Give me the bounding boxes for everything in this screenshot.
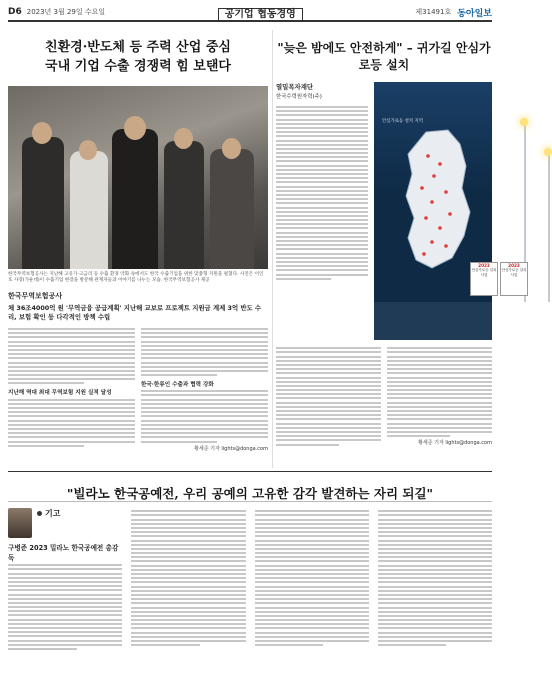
right-body-bottom: [276, 345, 492, 448]
left-mid-subhead-1: 지난해 역대 최대 무역보험 지원 실적 달성: [8, 390, 112, 397]
section-label: 공기업 협동경영: [218, 8, 303, 21]
left-body: [8, 326, 268, 452]
info-card-1-title: 2023: [478, 263, 490, 268]
right-body-top: [276, 82, 368, 340]
right-reporter: 황세준 기자 lights@donga.com: [418, 440, 492, 447]
author-line: 구병준 2023 밀라노 한국공예전 총감독: [8, 544, 119, 562]
kicker-label: 기고: [45, 509, 61, 518]
left-headline-line-1: 친환경·반도체 등 주력 산업 중심: [45, 40, 231, 55]
left-byline: 한국무역보험공사: [8, 291, 63, 300]
left-mid-subhead-2: 한국·한류인 수출과 협력 강화: [141, 382, 214, 389]
left-headline: [8, 38, 268, 76]
left-subhead: 체 36조4000억 원 '무역금융 공급계획' 지난해 교보로 프로젝트 지원금 계제 3억 반도 수리, 보험 확인 등 다각적인 방책 수립: [8, 303, 262, 321]
page-header: [8, 4, 492, 22]
info-card-2: [500, 262, 528, 296]
issue-date: 2023년 3월 29일 수요일: [26, 8, 106, 16]
left-body-col-1: [8, 326, 135, 452]
article-photo: [8, 86, 268, 269]
korea-map-icon: [388, 126, 482, 276]
info-card-1: [470, 262, 498, 296]
bullet-icon: [37, 511, 42, 516]
right-byline-2: 한국수력원자력(주): [276, 94, 322, 100]
info-card-2-text: 안심가로등 설치사업: [501, 268, 527, 277]
author-portrait: [8, 508, 32, 538]
left-headline-line-2: 국내 기업 수출 경쟁력 힘 보탠다: [45, 59, 231, 74]
right-article: [276, 26, 527, 448]
bottom-col-2: [131, 508, 245, 652]
right-byline: 열밀목자재단: [276, 83, 314, 91]
bottom-col-3: [255, 508, 369, 652]
left-reporter: 황세준 기자 lights@donga.com: [194, 445, 268, 452]
bottom-headline: "빌라노 한국공예전, 우리 공예의 고유한 감각 발견하는 자리 되길": [66, 486, 434, 501]
map-title: 안심가로등 설치 지역: [382, 119, 423, 124]
page-number: D6: [8, 7, 22, 17]
bottom-col-4: [378, 508, 492, 652]
bottom-col-1: [8, 508, 122, 652]
left-article: [8, 26, 268, 452]
photo-caption: 한국무역보험공사는 지난해 고유가·고금리 등 수출 환경 악화 속에서도 한국 수출기업을 위한 맞춤형 지원을 펼쳤다. 사진은 이인호 사장(가운데)이 수출기업 현장을 방문해 관계자들과 이야기를 나누는 모습. 한국무역보험공사 제공: [8, 272, 264, 284]
section-divider: [8, 471, 492, 472]
info-card-1-text: 안심가로등 설치사업: [471, 268, 497, 277]
info-card-2-title: 2023: [508, 263, 520, 268]
issue-number: 제31491호: [415, 8, 452, 16]
kicker: [37, 508, 60, 538]
section-title: [105, 5, 415, 20]
column-divider: [272, 30, 273, 468]
bottom-headline-rule: [8, 501, 492, 502]
right-headline: "늦은 밤에도 안전하게" – 귀가길 안심가로등 설치: [277, 41, 491, 72]
bottom-article: [8, 508, 492, 652]
newspaper-logo: 동아일보: [457, 8, 492, 19]
left-body-col-2: [141, 326, 268, 452]
streetlight-map-image: [374, 82, 527, 340]
